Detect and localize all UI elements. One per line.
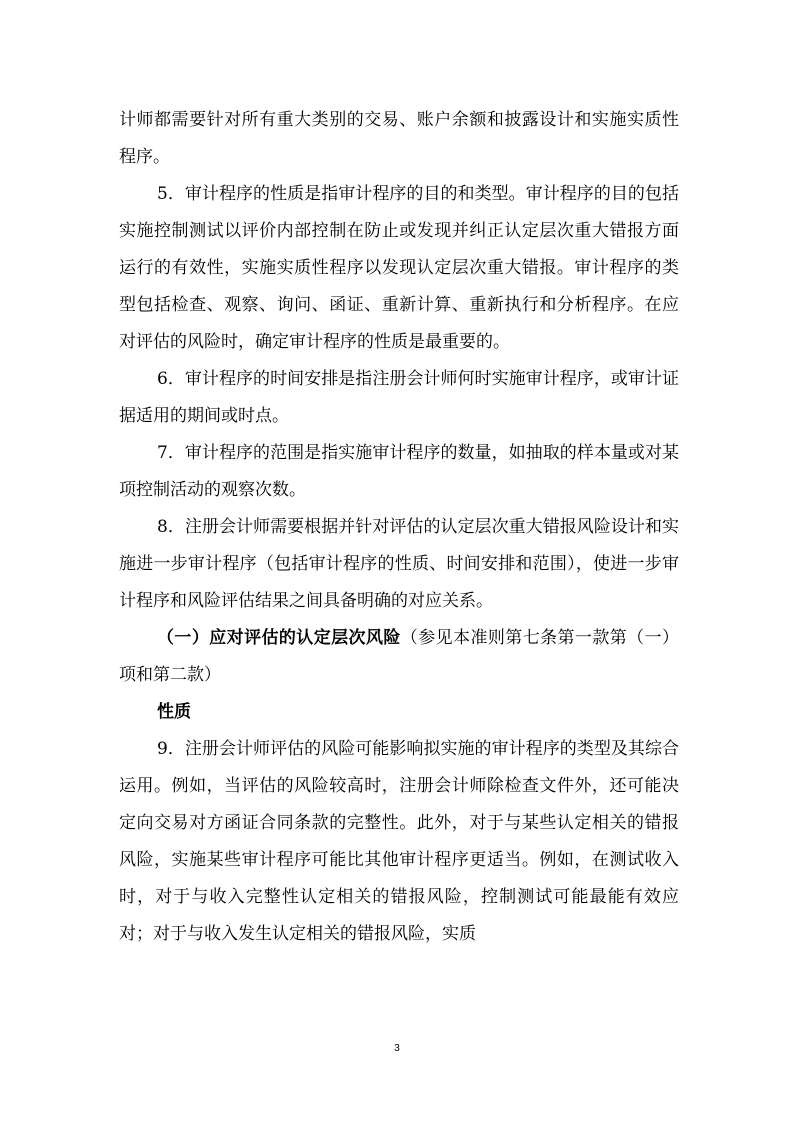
section-heading — [119, 620, 679, 694]
paragraph-7: 7．审计程序的范围是指实施审计程序的数量，如抽取的样本量或对某项控制活动的观察次数。 — [119, 443, 679, 500]
paragraph-5: 5．审计程序的性质是指审计程序的目的和类型。审计程序的目的包括实施控制测试以评价内部控制在防止或发现并纠正认定层次重大错报方面运行的有效性，实施实质性程序以发现认定层次重大错报。审计程序的类型包括检查、观察、询问、函证、重新计算、重新执行和分析程序。在应对评估的风险时，确定审计程序的性质是最重要的。 — [119, 184, 679, 352]
paragraph-9: 9．注册会计师评估的风险可能影响拟实施的审计程序的类型及其综合运用。例如，当评估的风险较高时，注册会计师除检查文件外，还可能决定向交易对方函证合同条款的完整性。此外，对于与某些认定相关的错报风险，实施某些审计程序可能比其他审计程序更适当。例如，在测试收入时，对于与收入完整性认定相关的错报风险，控制测试可能最能有效应对；对于与收入发生认定相关的错报风险，实质 — [119, 739, 679, 944]
paragraph-continuation: 计师都需要针对所有重大类别的交易、账户余额和披露设计和实施实质性程序。 — [119, 110, 679, 167]
subheading-nature: 性质 — [157, 702, 191, 722]
page-number: 3 — [394, 1043, 400, 1054]
paragraph-8: 8．注册会计师需要根据并针对评估的认定层次重大错报风险设计和实施进一步审计程序（包括审计程序的性质、时间安排和范围），使进一步审计程序和风险评估结果之间具备明确的对应关系。 — [119, 517, 679, 611]
paragraph-6: 6．审计程序的时间安排是指注册会计师何时实施审计程序，或审计证据适用的期间或时点。 — [119, 369, 679, 426]
document-body — [119, 102, 679, 953]
section-heading-title: （一）应对评估的认定层次风险 — [157, 628, 401, 648]
section-heading-reference: （参见本准则第七条第一款第（一）项和第二款） — [119, 628, 680, 685]
